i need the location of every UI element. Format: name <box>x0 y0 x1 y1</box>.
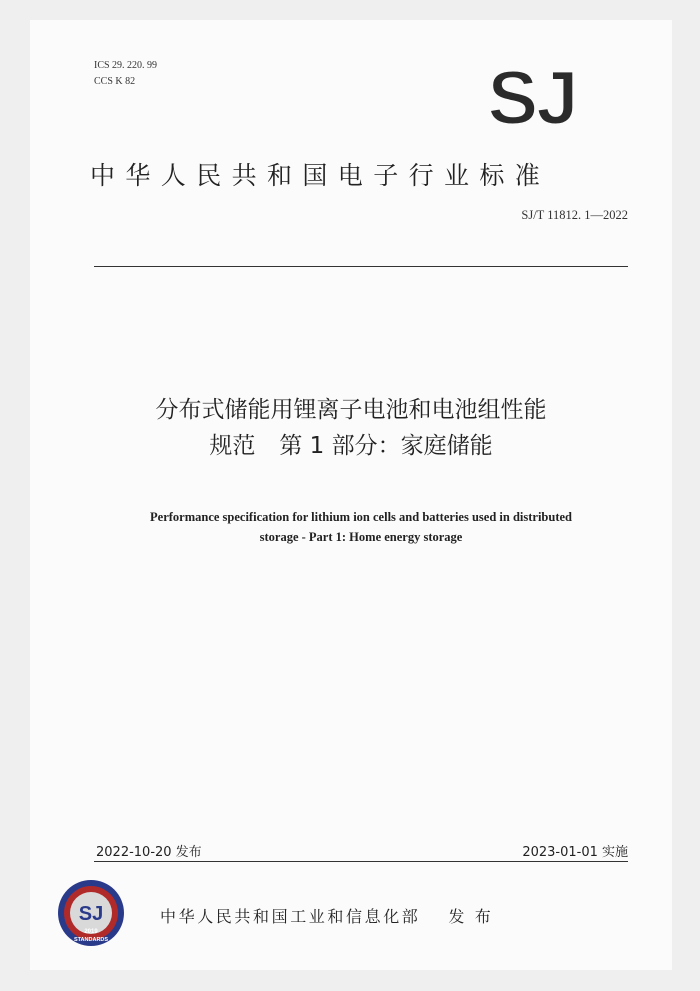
classification-codes <box>94 58 157 90</box>
issuer-action: 发 布 <box>448 907 494 926</box>
document-page <box>30 20 672 970</box>
issue-date: 2022-10-20 发布 <box>96 845 202 860</box>
seal-year: 2019 <box>84 929 98 935</box>
effective-date: 2023-01-01 实施 <box>522 845 628 860</box>
title-english <box>86 507 636 547</box>
ccs-code: CCS K 82 <box>94 76 136 87</box>
title-en-line1: Performance specification for lithium ion cells and batteries used in distributed <box>150 510 572 524</box>
sj-logo-text: SJ <box>487 66 577 132</box>
header-divider <box>94 266 628 267</box>
title-cn-line1: 分布式储能用锂离子电池和电池组性能 <box>155 397 547 423</box>
sj-standards-seal <box>56 878 126 948</box>
title-cn-line2 <box>70 428 632 464</box>
issuer-line <box>160 904 493 927</box>
title-en-line2: storage - Part 1: Home energy storage <box>259 530 463 544</box>
title-cn-line2-a: 规范 <box>209 433 256 459</box>
footer-divider <box>94 861 628 862</box>
sj-logo <box>482 66 582 132</box>
seal-ribbon: STANDARDS <box>73 937 109 943</box>
title-cn-line2-b: 第 1 部分：家庭储能 <box>279 433 493 459</box>
standard-number: SJ/T 11812. 1—2022 <box>521 208 628 222</box>
seal-center-text: SJ <box>78 903 104 925</box>
org-title: 中华人民共和国电子行业标准 <box>90 161 551 190</box>
ics-code: ICS 29. 220. 99 <box>94 60 158 71</box>
title-chinese <box>70 392 632 464</box>
issuer-name: 中华人民共和国工业和信息化部 <box>160 907 421 926</box>
